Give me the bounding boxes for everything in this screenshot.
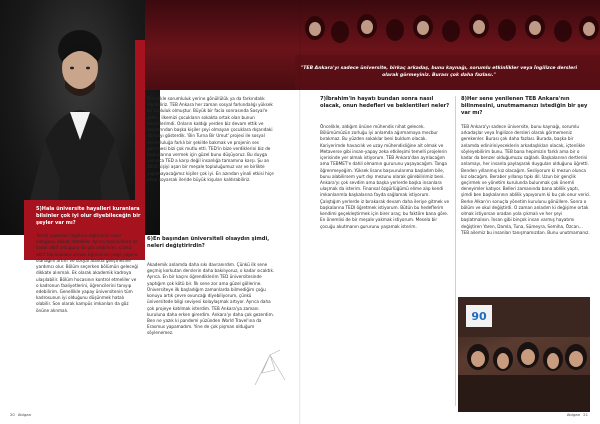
right-footer (567, 412, 588, 417)
left-footer (10, 412, 31, 417)
q4-answer: Öncelikle sorumluluk yerine gönüllülük ya da farkındalık diyebiliriz. TEB Ankara her zaman sosyal farkındalığı yüksek bir topluluk olmuştur. Büyük bir facia sonrasında Sosyal'e giden, ilkemizi çocukların sokakta ortak olan bunun büyüklerimdi. Onların kaldığı yerden biz devam ettik ve okullarından başka kişiler şeyi olmayan çocuklara dışarıdaki dünyayı gösterdik. 'Bin Turna Bir Umut' projesi ile sosyal sorumluluğa farklı bir şekilde bakmak ve projenin ses getirmesi bizi çok mutlu etti. TED'in bize verdiklerini biz de başkalarına vermek için güzel bunu düşüyoruz. Bu duyga yalnızca TED a karşı değil insanlığa tamamına karşı. Şu an 3000 kişiyi aşan bir meşale topluluğumuz var ve birlikte yaşamayacağımız kişiler çok iyi. En azından yinali etkisi hiçe olma koyarsak ileride büyük kişuları kaldırabiliriz. (147, 96, 274, 182)
q8-answer: TEB Ankara'yı sadece üniversite, bunu kaynağı, sorumlu arkadaşlar veya İngilizce dersleri olarak görmemeniz gerekenler. Burası çok daha fazlası. Burada, başka bir anlamda ediniriniyeceklerin arkadaşlıkları olacak, içtenlikle söyleyebilirim bunu. TEB bana hepimizin farklı ama bir o kadar da benzer olduğumuzu sağladı. Başkalarının dertlerini anlamayı, her insanla paylaşarak duyguları olduğunu öğretti. Benden yıllanmış kız olacağım. Sesliyorum ki mezun olunca kız olacağım. Beraber yıllanıp tıpkı dil. Uzun bir gençlik geçirmek ve yönetim kurulunda bulunmak çok önemli deneyimler katıyor. Belleri zamanında bana ablilik yaptı, şimdi ben başkalarının ablilik yapıyorum ki bu çok onur verici. Berke Alkan'ın sonuçla yönetim kurulunu gönüllere. Sonra o bölüm ve okul değiştirdi. O zaman anladım ki değişime ortak olmak istiyorsan oradan yola çıkmalı ve her şeyi başlatmalısın. İnsan gibi binçok insan varmış hayatımı değiştiren Yaren, Damla, Tuna, Sümeyra, Semiha, Özcan... TEB ailemiz bu insanları tanışmamızdan. Bunu unutmamanız. (461, 124, 591, 235)
q5-heading: 5)Hala üniversite hayalleri kuranlara bilsinler çok iyi olur diyebileceğin bir şeyler var mı? (36, 206, 141, 226)
q6-answer: Akademik anlamda daha sıkı davranırdım. Çünkü ilk sene geçmiş korkutan derslerin daha bakılıyoruz, o kadar sıcaktık. Ayrıca. En bir kaçını öğrendiklerim TED üniversitesinde yaptığım çok kötü bir. İlk sene zor ama güzel göllerine. Üniversiteye ilk başladığım zamanlarda bilmediğim çoğu konuyu artık çevre ovuncağı diyebiliyorum, çünkü üniversitede bilgi seviyesi kolaylaşmak artıyor. Ayrıca daha çok projeye katılmak isterdim. TEB Ankara'ya zamanı kuruluna daha erken girerdim. Ankara'yı daha çok gezerdim. Ben ne yazık ki pandemi yüzünden World Travel'ına da Erasmus yapamadım. Yine de çok pişman olduğum söylenemez. (147, 262, 275, 336)
right-footer-title: Atılgan (566, 412, 581, 417)
page-gutter (299, 0, 301, 424)
left-page-number: 20 (10, 412, 15, 417)
pull-quote-text: "TEB Ankara'yı sadece üniversite, birkaç arkadaş, bunu kaynağı, sorumlu etkinlikler veya İngilizce dersleri olarak görmeyiniz. Burası çok daha fazlası." (300, 66, 578, 78)
anniversary-poster (466, 305, 492, 327)
column-divider (455, 96, 456, 406)
poster-label: 90 (471, 309, 487, 323)
pull-quote (296, 62, 582, 84)
q7-answer: Öncelikle, aldığım önüne mühendis nihat gelecek. Bölümümüzün zorluğu iyi anlamda ağırmamaya mecbur bırakmaz. Bu yüzden sokaklar beni buldum olacak. Kariyerimde havacılık ve uzay mühendisliğine ait olmak ve Metaverse gibi insan-yapay zeka etkileşimi temelli projelerin içerisinde yer almak istiyorum. TEB Ankara'dan ayrılacağım ama TEBMET'e dahil olmamın gururunu yaşayacağım. Tanga öğrenmeyeğim. Yüksek lisans başvurularıma başladım bile, bunu alabilirsem yurt dışı mezunu olarak görebilirimiz beni. Ankara'yı çok sevdim ama başka yerlerde başka insanlara ulaşmak da isterim. Finansal özgürlüğümü elime alıp kendi imkanlarımla başkalarına fayda sağlamak istiyorum. Çalıştığım yerlerde iz bırakarak devam daha ileriye gitmek ve başkalarına TEDI öğretmek istiyorum. Bütün bu hedeflerim kendimi geçekleştirmek için birer araç; bu faktöre bana göre. En önemlisi de bir meşale yakmak istiyorum. Mesela bir çocuğu akutmanın gururunu yaşamak isterim. (320, 124, 450, 229)
q7-heading: 7)İbrahim'in hayatı bundan sonra nasıl olacak, onun hedefleri ve beklentileri neler? (320, 96, 450, 110)
left-footer-title: Atılgan (17, 412, 32, 417)
q5-answer: Tercih yaparken İngilizce eğitiminin nasıl olduğunu dikkat etmeliler. Ayrıca topluluklara ne kadar aktif olduğuna da göz atabilirler, çünkü aktif topluluklara olması öğrencinin proje yapma olanağını artırır ve sosyal alanda gelişmesine yardımcı olur. Bölüm seçerken bölümün geleceği dikkate alınmalı. Ek olarak akademik kadroya ulaşılabilir. Bölüm hocasının kontrol etmeliler ve o kadronun faaliyetlerini, öğrencilerini tanıyıp edebilirim. Genellikle yapay üniversitenin tüm kadrosunun iyi olduğunu düşünmek hatalı olabilir. Son olarak kampüs imkanları da göz önüne alınmalı. (36, 233, 139, 313)
right-page-number: 21 (583, 412, 588, 417)
paper-crane-icon (250, 345, 290, 390)
q6-heading: 6)En başından üniversiteli olsaydın şimdi, neleri değiştirirdin? (147, 236, 270, 250)
q8-heading: 8)Her sene yenilenen TEB Ankara'nın bilinmesini, unutmamanızı istediğin bir şey var mı? (461, 96, 588, 117)
